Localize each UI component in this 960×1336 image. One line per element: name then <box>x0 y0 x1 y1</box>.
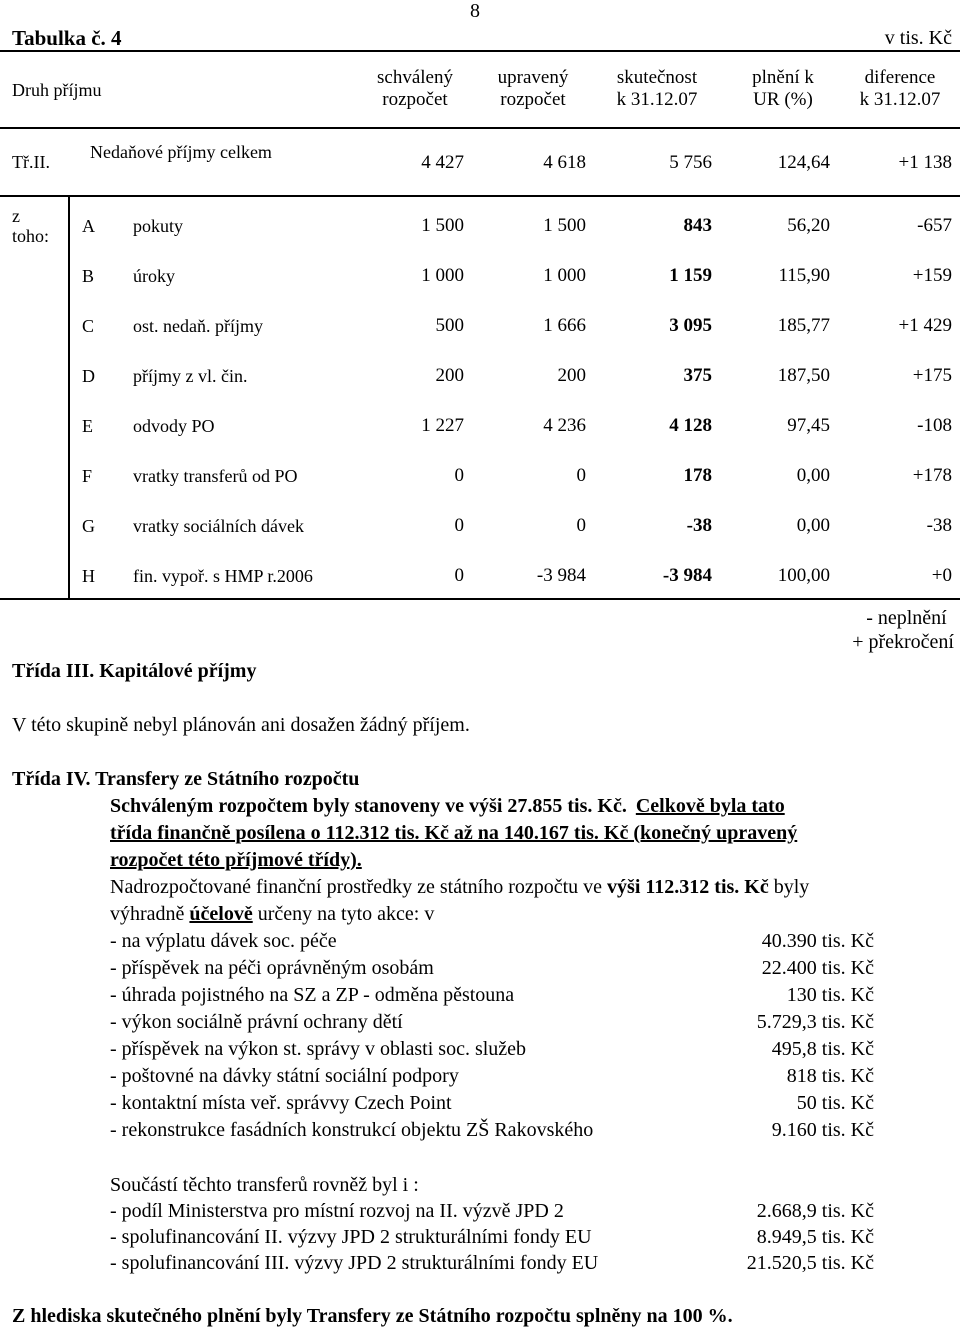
row-letter: C <box>82 316 95 336</box>
row-skutecnost: 843 <box>683 215 712 236</box>
total-row-bottom-border <box>0 195 960 197</box>
total-label: Nedaňové příjmy celkem <box>90 142 272 162</box>
row-plneni: 115,90 <box>778 265 830 286</box>
row-letter: D <box>82 366 95 386</box>
total-upraveny: 4 618 <box>543 152 586 173</box>
sub-list-item-amount: 21.520,5 tis. Kč <box>746 1252 874 1274</box>
list-item-amount: 495,8 tis. Kč <box>771 1038 874 1060</box>
row-skutecnost: 3 095 <box>669 315 712 336</box>
row-diference: +0 <box>931 565 952 586</box>
total-schvaleny: 4 427 <box>421 152 464 173</box>
row-label: vratky sociálních dávek <box>133 516 304 536</box>
row-diference: +159 <box>912 265 952 286</box>
header-diference <box>844 67 956 111</box>
legend-prekroceni: + překročení <box>852 631 954 653</box>
section4-p1b: Celkově byla tato <box>635 795 785 817</box>
sub-list-item-amount: 8.949,5 tis. Kč <box>756 1226 874 1248</box>
row-diference: +1 429 <box>898 315 952 336</box>
list-item-amount: 9.160 tis. Kč <box>771 1119 874 1141</box>
table-top-border <box>0 50 960 52</box>
section4-p1-line3: rozpočet této příjmové třídy). <box>110 849 362 871</box>
table-title: Tabulka č. 4 <box>12 26 122 50</box>
list-item-label: - výkon sociálně právní ochrany dětí <box>110 1011 403 1033</box>
row-label: úroky <box>133 266 175 286</box>
row-upraveny: 1 500 <box>543 215 586 236</box>
row-upraveny: 1 666 <box>543 315 586 336</box>
header-schvaleny-line1: schválený <box>377 67 453 88</box>
sub-list-item-label: - podíl Ministerstva pro místní rozvoj na II. výzvě JPD 2 <box>110 1200 564 1222</box>
sub-list-item-label: - spolufinancování II. výzvy JPD 2 strukturálními fondy EU <box>110 1226 592 1248</box>
row-plneni: 97,45 <box>787 415 830 436</box>
section4-p2a: Nadrozpočtované finanční prostředky ze státního rozpočtu ve <box>110 876 603 898</box>
row-label: vratky transferů od PO <box>133 466 298 486</box>
row-diference: +175 <box>912 365 952 386</box>
page-number: 8 <box>470 0 480 22</box>
header-bottom-border <box>0 127 960 129</box>
row-schvaleny: 0 <box>454 565 464 586</box>
total-code: Tř.II. <box>12 152 50 172</box>
row-upraveny: -3 984 <box>536 565 586 586</box>
row-letter: E <box>82 416 93 436</box>
row-upraveny: 0 <box>576 465 586 486</box>
list-item-label: - kontaktní místa veř. správvy Czech Point <box>110 1092 452 1114</box>
list-item-amount: 5.729,3 tis. Kč <box>756 1011 874 1033</box>
list-item-label: - příspěvek na výkon st. správy v oblasti soc. služeb <box>110 1038 527 1060</box>
list-item-amount: 50 tis. Kč <box>796 1092 874 1114</box>
row-label: fin. vypoř. s HMP r.2006 <box>133 566 313 586</box>
total-diference: +1 138 <box>898 152 952 173</box>
row-upraveny: 4 236 <box>543 415 586 436</box>
row-upraveny: 0 <box>576 515 586 536</box>
list-item-amount: 818 tis. Kč <box>786 1065 874 1087</box>
row-label: ost. nedaň. příjmy <box>133 316 263 336</box>
row-diference: -38 <box>926 515 952 536</box>
table-bottom-border <box>0 598 960 600</box>
header-upraveny <box>478 67 588 111</box>
list-item-label: - na výplatu dávek soc. péče <box>110 930 337 952</box>
section3-text: V této skupině nebyl plánován ani dosažen žádný příjem. <box>12 714 470 736</box>
header-skutecnost-line2: k 31.12.07 <box>616 89 698 110</box>
row-skutecnost: 178 <box>683 465 712 486</box>
ztoho-column-border <box>68 196 70 599</box>
header-upraveny-line1: upravený <box>497 67 569 88</box>
conclusion: Z hlediska skutečného plnění byly Transfery ze Státního rozpočtu splněny na 100 %. <box>12 1305 733 1327</box>
z-toho-line1: z <box>12 206 20 226</box>
z-toho-label <box>12 206 49 246</box>
row-schvaleny: 1 000 <box>421 265 464 286</box>
row-schvaleny: 1 500 <box>421 215 464 236</box>
row-plneni: 0,00 <box>796 515 830 536</box>
list-item-label: - úhrada pojistného na SZ a ZP - odměna pěstouna <box>110 984 515 1006</box>
row-letter: H <box>82 566 95 586</box>
row-letter: F <box>82 466 93 486</box>
section4-p3c: určeny na tyto akce: v <box>257 903 435 925</box>
row-skutecnost: -38 <box>686 515 712 536</box>
sub-list-title: Součástí těchto transferů rovněž byl i : <box>110 1174 419 1196</box>
section4-p3 <box>110 903 434 926</box>
row-schvaleny: 500 <box>435 315 464 336</box>
header-druh: Druh příjmu <box>12 80 102 100</box>
row-label: příjmy z vl. čin. <box>133 366 248 386</box>
header-plneni <box>728 67 838 111</box>
row-plneni: 100,00 <box>777 565 830 586</box>
row-schvaleny: 200 <box>435 365 464 386</box>
legend-neplneni: - neplnění <box>866 607 947 629</box>
section4-p3b: účelově <box>189 903 253 925</box>
legend <box>852 606 954 654</box>
section4-p1-line2: třída finančně posílena o 112.312 tis. Kč až na 140.167 tis. Kč (konečný upravený <box>110 822 798 844</box>
list-item-label: - příspěvek na péči oprávněným osobám <box>110 957 434 979</box>
row-diference: -657 <box>917 215 952 236</box>
row-upraveny: 1 000 <box>543 265 586 286</box>
row-letter: G <box>82 516 95 536</box>
row-plneni: 185,77 <box>777 315 830 336</box>
row-skutecnost: 1 159 <box>669 265 712 286</box>
header-skutecnost-line1: skutečnost <box>616 67 698 88</box>
unit-label: v tis. Kč <box>884 27 952 49</box>
sub-list-item-amount: 2.668,9 tis. Kč <box>756 1200 874 1222</box>
section4-p2 <box>110 876 809 899</box>
header-plneni-line1: plnění k <box>752 67 814 88</box>
section4-p2c: byly <box>773 876 810 898</box>
row-label: odvody PO <box>133 416 215 436</box>
section4-title: Třída IV. Transfery ze Státního rozpočtu <box>12 768 360 790</box>
row-diference: -108 <box>917 415 952 436</box>
row-label: pokuty <box>133 216 184 236</box>
section4-p2b: výši 112.312 tis. Kč <box>607 876 769 898</box>
header-diference-line1: diference <box>864 67 936 88</box>
row-letter: A <box>82 216 95 236</box>
row-plneni: 56,20 <box>787 215 830 236</box>
list-item-label: - poštovné na dávky státní sociální podpory <box>110 1065 459 1087</box>
row-skutecnost: -3 984 <box>662 565 712 586</box>
section4-p1a: Schváleným rozpočtem byly stanoveny ve výši 27.855 tis. Kč. <box>110 795 627 817</box>
list-item-amount: 130 tis. Kč <box>786 984 874 1006</box>
section4-p3a: výhradně <box>110 903 185 925</box>
section3-title: Třída III. Kapitálové příjmy <box>12 660 257 682</box>
sub-list-item-label: - spolufinancování III. výzvy JPD 2 strukturálními fondy EU <box>110 1252 599 1274</box>
row-schvaleny: 0 <box>454 465 464 486</box>
row-letter: B <box>82 266 95 286</box>
row-skutecnost: 4 128 <box>669 415 712 436</box>
total-plneni: 124,64 <box>777 152 830 173</box>
row-plneni: 187,50 <box>777 365 830 386</box>
row-diference: +178 <box>912 465 952 486</box>
total-skutecnost: 5 756 <box>669 152 712 173</box>
section4-p1-line1 <box>110 795 785 818</box>
row-schvaleny: 0 <box>454 515 464 536</box>
list-item-amount: 22.400 tis. Kč <box>761 957 874 979</box>
row-plneni: 0,00 <box>796 465 830 486</box>
list-item-label: - rekonstrukce fasádních konstrukcí objektu ZŠ Rakovského <box>110 1119 594 1141</box>
row-upraveny: 200 <box>557 365 586 386</box>
header-plneni-line2: UR (%) <box>753 89 813 110</box>
header-skutecnost <box>598 67 716 111</box>
row-schvaleny: 1 227 <box>421 415 464 436</box>
header-diference-line2: k 31.12.07 <box>859 89 941 110</box>
header-schvaleny <box>360 67 470 111</box>
header-schvaleny-line2: rozpočet <box>382 89 448 110</box>
z-toho-line2: toho: <box>12 226 50 246</box>
header-upraveny-line2: rozpočet <box>500 89 566 110</box>
row-skutecnost: 375 <box>683 365 712 386</box>
list-item-amount: 40.390 tis. Kč <box>761 930 874 952</box>
